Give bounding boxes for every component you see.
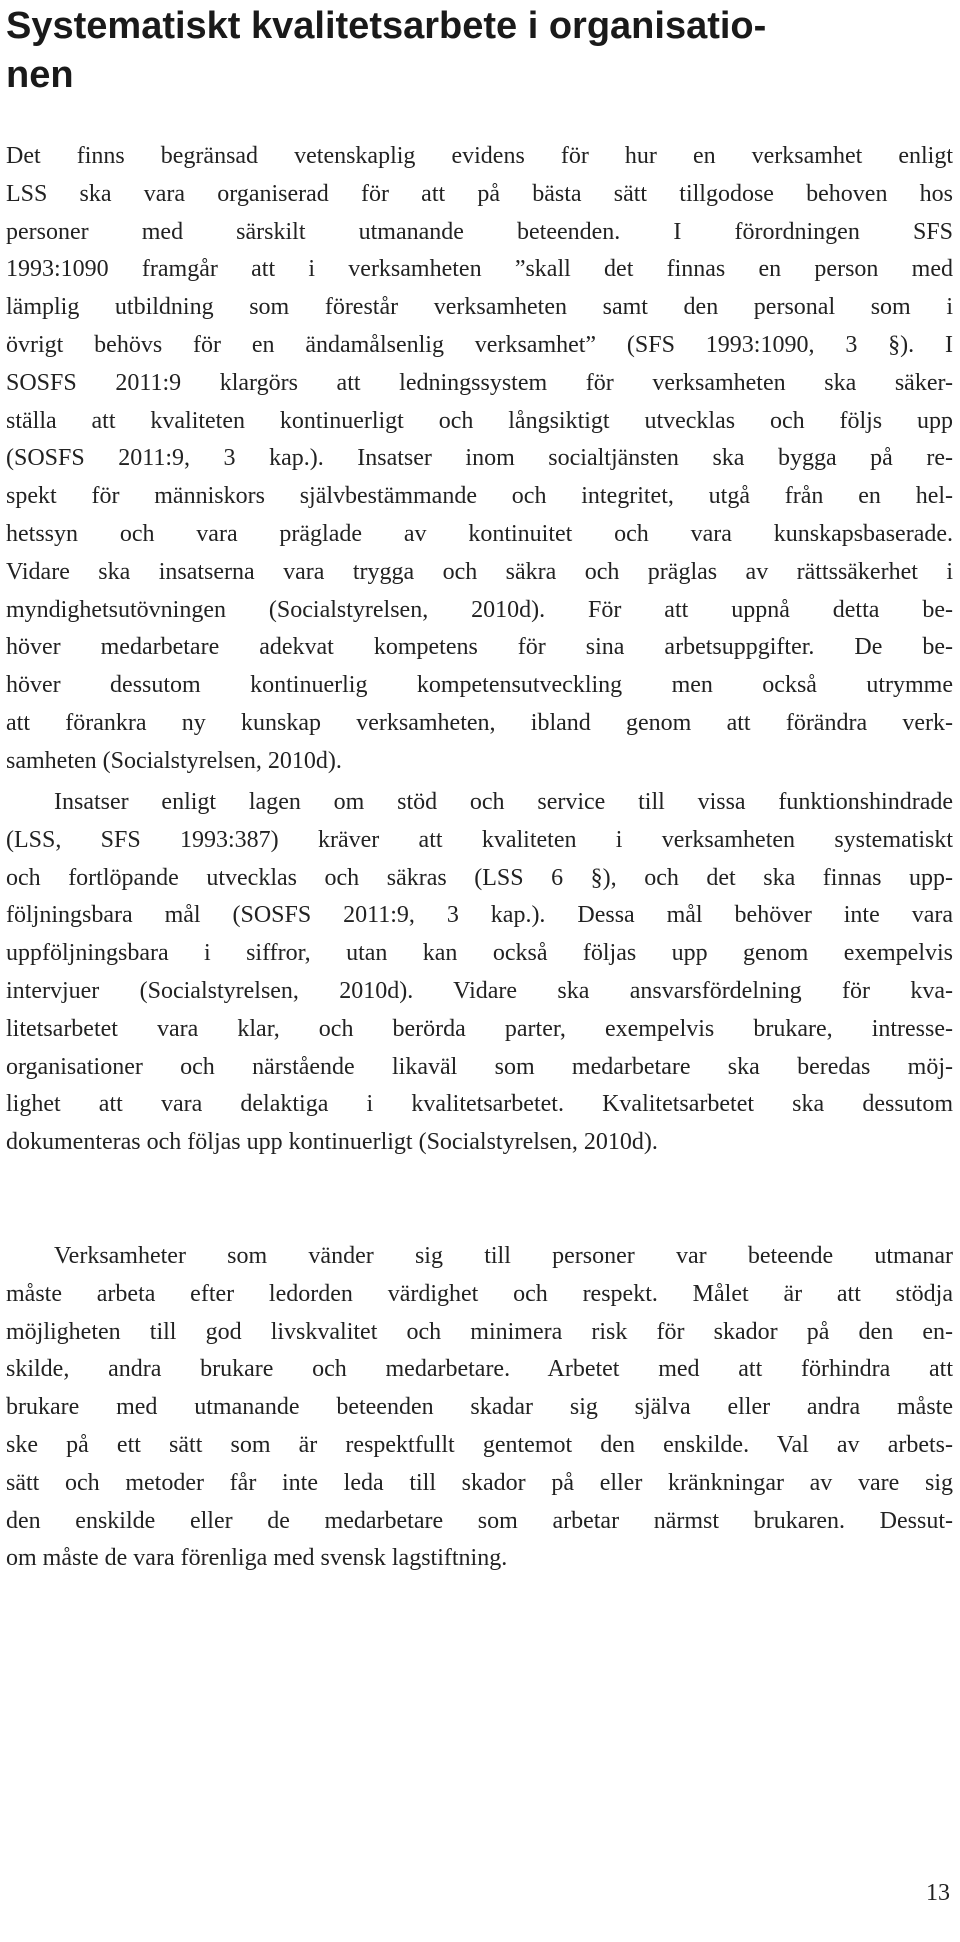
text-line: hetssyn och vara präglade av kontinuitet och vara kunskapsbaserade.: [6, 520, 953, 547]
text-line: följningsbara mål (SOSFS 2011:9, 3 kap.). Dessa mål behöver inte vara: [6, 902, 953, 929]
text-line: lämplig utbildning som förestår verksamheten samt den personal som i: [6, 294, 953, 321]
text-line: brukare med utmanande beteenden skadar sig själva eller andra måste: [6, 1394, 953, 1421]
text-line: Insatser enligt lagen om stöd och service till vissa funktionshindrade: [54, 789, 953, 815]
text-line: Vidare ska insatserna vara trygga och säkra och präglas av rättssäkerhet i: [6, 558, 953, 585]
heading-line: Systematiskt kvalitetsarbete i organisatio-: [6, 5, 767, 47]
text-line: Verksamheter som vänder sig till personer var beteende utmanar: [54, 1243, 953, 1269]
text-line: (LSS, SFS 1993:387) kräver att kvaliteten i verksamheten systematiskt: [6, 826, 953, 853]
text-line: den enskilde eller de medarbetare som arbetar närmst brukaren. Dessut-: [6, 1507, 953, 1534]
text-line: Det finns begränsad vetenskaplig evidens för hur en verksamhet enligt: [6, 143, 953, 169]
text-line: LSS ska vara organiserad för att på bästa sätt tillgodose behoven hos: [6, 180, 953, 207]
text-line: spekt för människors självbestämmande och integritet, utgå från en hel-: [6, 483, 953, 510]
text-line: dokumenteras och följas upp kontinuerligt (Socialstyrelsen, 2010d).: [6, 1129, 658, 1156]
text-line: övrigt behövs för en ändamålsenlig verksamhet” (SFS 1993:1090, 3 §). I: [6, 331, 953, 358]
text-line: och fortlöpande utvecklas och säkras (LSS 6 §), och det ska finnas upp-: [6, 864, 953, 891]
text-line: höver dessutom kontinuerlig kompetensutveckling men också utrymme: [6, 672, 953, 699]
text-line: höver medarbetare adekvat kompetens för sina arbetsuppgifter. De be-: [6, 634, 953, 661]
text-line: lighet att vara delaktiga i kvalitetsarbetet. Kvalitetsarbetet ska dessutom: [6, 1091, 953, 1118]
heading-line: nen: [6, 54, 74, 96]
section-heading: [6, 2, 946, 100]
text-line: ske på ett sätt som är respektfullt gentemot den enskilde. Val av arbets-: [6, 1431, 953, 1458]
page-number: 13: [926, 1880, 950, 1906]
text-line: möjligheten till god livskvalitet och minimera risk för skador på den en-: [6, 1318, 953, 1345]
paragraph-quality-organisation: [6, 138, 953, 781]
text-line: om måste de vara förenliga med svensk lagstiftning.: [6, 1545, 508, 1572]
text-line: uppföljningsbara i siffror, utan kan också följas upp genom exempelvis: [6, 940, 953, 967]
text-line: att förankra ny kunskap verksamheten, ibland genom att förändra verk-: [6, 709, 953, 736]
text-line: skilde, andra brukare och medarbetare. Arbetet med att förhindra att: [6, 1356, 953, 1383]
text-line: organisationer och närstående likaväl som medarbetare ska beredas möj-: [6, 1053, 953, 1080]
text-line: måste arbeta efter ledorden värdighet och respekt. Målet är att stödja: [6, 1280, 953, 1307]
text-line: sätt och metoder får inte leda till skador på eller kränkningar av vare sig: [6, 1469, 953, 1496]
paragraph-lss-quality: [6, 784, 953, 1162]
paragraph-dignity-respect: [6, 1238, 953, 1578]
text-line: personer med särskilt utmanande beteenden. I förordningen SFS: [6, 218, 953, 245]
text-line: 1993:1090 framgår att i verksamheten ”skall det finnas en person med: [6, 256, 953, 283]
text-line: litetsarbetet vara klar, och berörda parter, exempelvis brukare, intresse-: [6, 1015, 953, 1042]
text-line: ställa att kvaliteten kontinuerligt och långsiktigt utvecklas och följs upp: [6, 407, 953, 434]
text-line: myndighetsutövningen (Socialstyrelsen, 2010d). För att uppnå detta be-: [6, 596, 953, 623]
text-line: intervjuer (Socialstyrelsen, 2010d). Vidare ska ansvarsfördelning för kva-: [6, 977, 953, 1004]
text-line: SOSFS 2011:9 klargörs att ledningssystem för verksamheten ska säker-: [6, 369, 953, 396]
text-line: samheten (Socialstyrelsen, 2010d).: [6, 747, 342, 774]
text-line: (SOSFS 2011:9, 3 kap.). Insatser inom socialtjänsten ska bygga på re-: [6, 445, 953, 472]
